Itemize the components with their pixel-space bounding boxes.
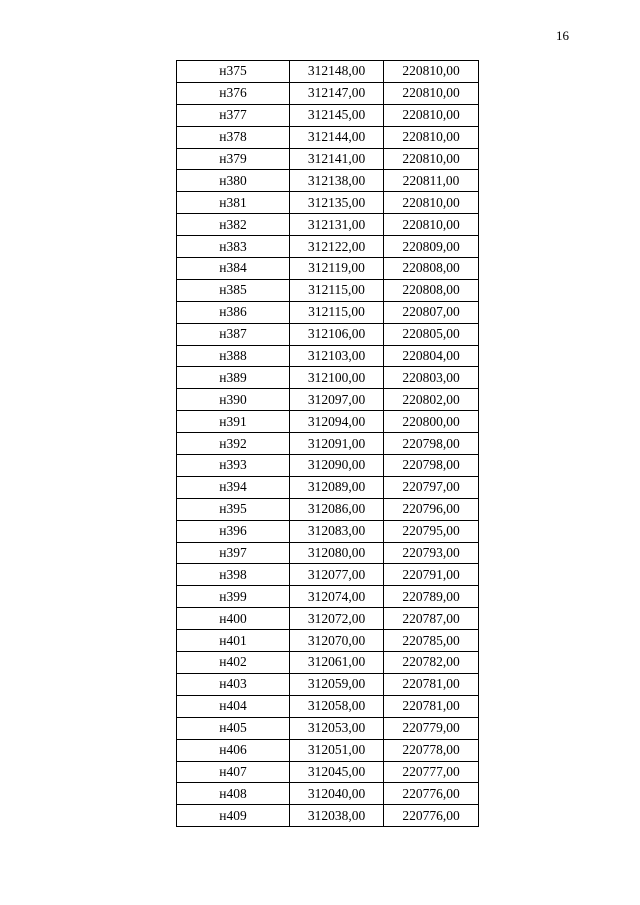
x-coordinate-cell: 312059,00 bbox=[290, 673, 384, 695]
table-row bbox=[177, 82, 479, 104]
point-id-cell: н389 bbox=[177, 367, 290, 389]
page-number: 16 bbox=[556, 28, 569, 43]
point-id-cell: н388 bbox=[177, 345, 290, 367]
table-row bbox=[177, 279, 479, 301]
x-coordinate-cell: 312089,00 bbox=[290, 476, 384, 498]
y-coordinate-cell: 220793,00 bbox=[384, 542, 479, 564]
x-coordinate-cell: 312115,00 bbox=[290, 301, 384, 323]
table-row bbox=[177, 695, 479, 717]
point-id-cell: н386 bbox=[177, 301, 290, 323]
table-row bbox=[177, 389, 479, 411]
y-coordinate-cell: 220791,00 bbox=[384, 564, 479, 586]
x-coordinate-cell: 312074,00 bbox=[290, 586, 384, 608]
point-id-cell: н384 bbox=[177, 258, 290, 280]
table-row bbox=[177, 323, 479, 345]
point-id-cell: н379 bbox=[177, 148, 290, 170]
table-row bbox=[177, 236, 479, 258]
y-coordinate-cell: 220808,00 bbox=[384, 258, 479, 280]
x-coordinate-cell: 312106,00 bbox=[290, 323, 384, 345]
table-row bbox=[177, 542, 479, 564]
table-row bbox=[177, 652, 479, 674]
y-coordinate-cell: 220797,00 bbox=[384, 476, 479, 498]
x-coordinate-cell: 312100,00 bbox=[290, 367, 384, 389]
table-row bbox=[177, 739, 479, 761]
point-id-cell: н387 bbox=[177, 323, 290, 345]
y-coordinate-cell: 220800,00 bbox=[384, 411, 479, 433]
table-row bbox=[177, 520, 479, 542]
table-row bbox=[177, 805, 479, 827]
y-coordinate-cell: 220810,00 bbox=[384, 82, 479, 104]
x-coordinate-cell: 312141,00 bbox=[290, 148, 384, 170]
y-coordinate-cell: 220789,00 bbox=[384, 586, 479, 608]
point-id-cell: н385 bbox=[177, 279, 290, 301]
x-coordinate-cell: 312131,00 bbox=[290, 214, 384, 236]
point-id-cell: н397 bbox=[177, 542, 290, 564]
x-coordinate-cell: 312038,00 bbox=[290, 805, 384, 827]
x-coordinate-cell: 312045,00 bbox=[290, 761, 384, 783]
table-row bbox=[177, 476, 479, 498]
x-coordinate-cell: 312058,00 bbox=[290, 695, 384, 717]
x-coordinate-cell: 312091,00 bbox=[290, 433, 384, 455]
x-coordinate-cell: 312083,00 bbox=[290, 520, 384, 542]
table-row bbox=[177, 214, 479, 236]
y-coordinate-cell: 220808,00 bbox=[384, 279, 479, 301]
table-row bbox=[177, 192, 479, 214]
table-row bbox=[177, 411, 479, 433]
y-coordinate-cell: 220810,00 bbox=[384, 192, 479, 214]
table-row bbox=[177, 148, 479, 170]
x-coordinate-cell: 312138,00 bbox=[290, 170, 384, 192]
point-id-cell: н375 bbox=[177, 61, 290, 83]
table-row bbox=[177, 433, 479, 455]
y-coordinate-cell: 220796,00 bbox=[384, 498, 479, 520]
point-id-cell: н401 bbox=[177, 630, 290, 652]
point-id-cell: н403 bbox=[177, 673, 290, 695]
y-coordinate-cell: 220810,00 bbox=[384, 61, 479, 83]
point-id-cell: н409 bbox=[177, 805, 290, 827]
y-coordinate-cell: 220777,00 bbox=[384, 761, 479, 783]
table-row bbox=[177, 717, 479, 739]
point-id-cell: н407 bbox=[177, 761, 290, 783]
point-id-cell: н400 bbox=[177, 608, 290, 630]
table-row bbox=[177, 126, 479, 148]
x-coordinate-cell: 312135,00 bbox=[290, 192, 384, 214]
x-coordinate-cell: 312080,00 bbox=[290, 542, 384, 564]
x-coordinate-cell: 312040,00 bbox=[290, 783, 384, 805]
x-coordinate-cell: 312094,00 bbox=[290, 411, 384, 433]
table-row bbox=[177, 61, 479, 83]
y-coordinate-cell: 220810,00 bbox=[384, 126, 479, 148]
y-coordinate-cell: 220776,00 bbox=[384, 805, 479, 827]
x-coordinate-cell: 312097,00 bbox=[290, 389, 384, 411]
table-row bbox=[177, 345, 479, 367]
y-coordinate-cell: 220805,00 bbox=[384, 323, 479, 345]
y-coordinate-cell: 220781,00 bbox=[384, 673, 479, 695]
x-coordinate-cell: 312053,00 bbox=[290, 717, 384, 739]
point-id-cell: н380 bbox=[177, 170, 290, 192]
y-coordinate-cell: 220781,00 bbox=[384, 695, 479, 717]
table-row bbox=[177, 630, 479, 652]
point-id-cell: н408 bbox=[177, 783, 290, 805]
table-row bbox=[177, 783, 479, 805]
x-coordinate-cell: 312061,00 bbox=[290, 652, 384, 674]
table-row bbox=[177, 608, 479, 630]
coordinates-table bbox=[176, 60, 479, 827]
y-coordinate-cell: 220807,00 bbox=[384, 301, 479, 323]
point-id-cell: н393 bbox=[177, 455, 290, 477]
y-coordinate-cell: 220798,00 bbox=[384, 433, 479, 455]
point-id-cell: н392 bbox=[177, 433, 290, 455]
point-id-cell: н376 bbox=[177, 82, 290, 104]
x-coordinate-cell: 312090,00 bbox=[290, 455, 384, 477]
x-coordinate-cell: 312077,00 bbox=[290, 564, 384, 586]
coordinates-table-body bbox=[177, 61, 479, 827]
table-row bbox=[177, 170, 479, 192]
x-coordinate-cell: 312103,00 bbox=[290, 345, 384, 367]
point-id-cell: н399 bbox=[177, 586, 290, 608]
y-coordinate-cell: 220787,00 bbox=[384, 608, 479, 630]
y-coordinate-cell: 220809,00 bbox=[384, 236, 479, 258]
y-coordinate-cell: 220810,00 bbox=[384, 214, 479, 236]
point-id-cell: н396 bbox=[177, 520, 290, 542]
table-row bbox=[177, 498, 479, 520]
x-coordinate-cell: 312070,00 bbox=[290, 630, 384, 652]
table-row bbox=[177, 104, 479, 126]
x-coordinate-cell: 312147,00 bbox=[290, 82, 384, 104]
x-coordinate-cell: 312072,00 bbox=[290, 608, 384, 630]
table-row bbox=[177, 564, 479, 586]
point-id-cell: н402 bbox=[177, 652, 290, 674]
y-coordinate-cell: 220810,00 bbox=[384, 148, 479, 170]
table-row bbox=[177, 586, 479, 608]
x-coordinate-cell: 312119,00 bbox=[290, 258, 384, 280]
table-row bbox=[177, 761, 479, 783]
point-id-cell: н383 bbox=[177, 236, 290, 258]
x-coordinate-cell: 312086,00 bbox=[290, 498, 384, 520]
table-row bbox=[177, 301, 479, 323]
x-coordinate-cell: 312148,00 bbox=[290, 61, 384, 83]
x-coordinate-cell: 312144,00 bbox=[290, 126, 384, 148]
table-row bbox=[177, 258, 479, 280]
point-id-cell: н404 bbox=[177, 695, 290, 717]
point-id-cell: н381 bbox=[177, 192, 290, 214]
y-coordinate-cell: 220795,00 bbox=[384, 520, 479, 542]
table-row bbox=[177, 367, 479, 389]
point-id-cell: н398 bbox=[177, 564, 290, 586]
y-coordinate-cell: 220810,00 bbox=[384, 104, 479, 126]
point-id-cell: н378 bbox=[177, 126, 290, 148]
y-coordinate-cell: 220802,00 bbox=[384, 389, 479, 411]
point-id-cell: н391 bbox=[177, 411, 290, 433]
x-coordinate-cell: 312122,00 bbox=[290, 236, 384, 258]
y-coordinate-cell: 220779,00 bbox=[384, 717, 479, 739]
point-id-cell: н405 bbox=[177, 717, 290, 739]
x-coordinate-cell: 312115,00 bbox=[290, 279, 384, 301]
y-coordinate-cell: 220776,00 bbox=[384, 783, 479, 805]
y-coordinate-cell: 220782,00 bbox=[384, 652, 479, 674]
y-coordinate-cell: 220811,00 bbox=[384, 170, 479, 192]
point-id-cell: н394 bbox=[177, 476, 290, 498]
x-coordinate-cell: 312051,00 bbox=[290, 739, 384, 761]
table-row bbox=[177, 673, 479, 695]
point-id-cell: н395 bbox=[177, 498, 290, 520]
x-coordinate-cell: 312145,00 bbox=[290, 104, 384, 126]
y-coordinate-cell: 220798,00 bbox=[384, 455, 479, 477]
point-id-cell: н382 bbox=[177, 214, 290, 236]
point-id-cell: н390 bbox=[177, 389, 290, 411]
point-id-cell: н406 bbox=[177, 739, 290, 761]
point-id-cell: н377 bbox=[177, 104, 290, 126]
y-coordinate-cell: 220785,00 bbox=[384, 630, 479, 652]
table-row bbox=[177, 455, 479, 477]
y-coordinate-cell: 220778,00 bbox=[384, 739, 479, 761]
y-coordinate-cell: 220803,00 bbox=[384, 367, 479, 389]
y-coordinate-cell: 220804,00 bbox=[384, 345, 479, 367]
